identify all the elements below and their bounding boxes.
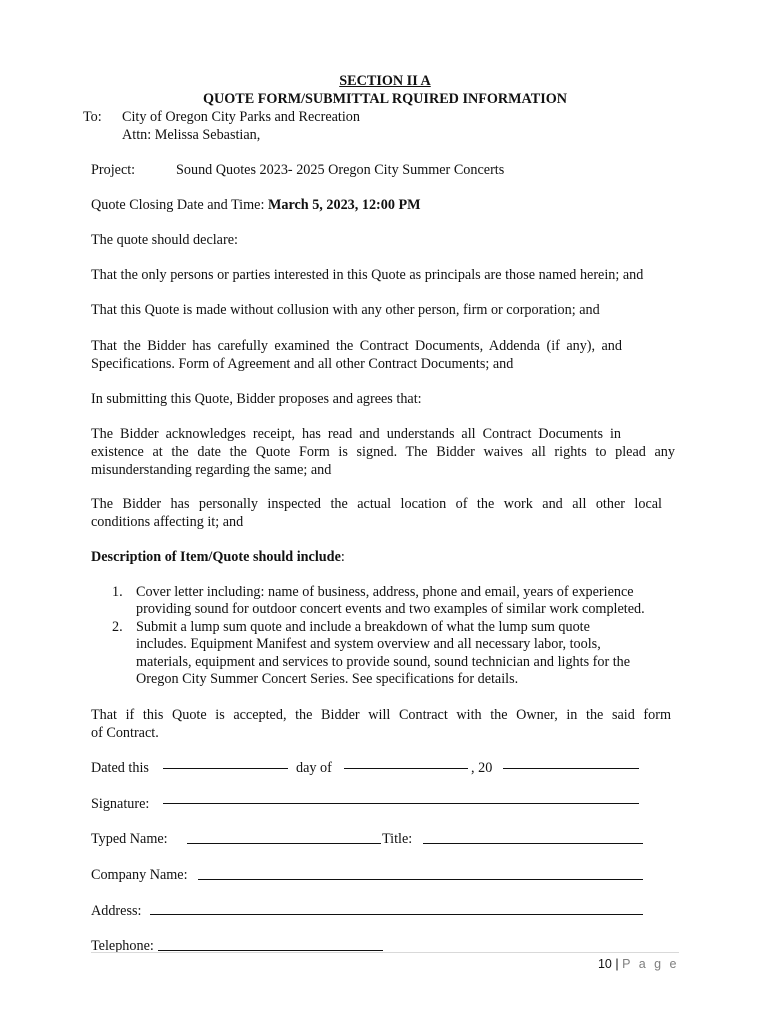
page-footer — [598, 955, 679, 973]
contract-line-1-wrap — [91, 706, 671, 724]
inspected-line-2: conditions affecting it; and — [91, 514, 244, 530]
page-word: P a g e — [622, 957, 679, 971]
acknowledges-line-1-wrap — [91, 425, 621, 443]
project-value: Sound Quotes 2023- 2025 Oregon City Summer Concerts — [176, 162, 505, 178]
addressee-attention: Attn: Melissa Sebastian, — [122, 127, 261, 143]
list-item-line: Submit a lump sum quote and include a breakdown of what the lump sum quote — [136, 619, 590, 635]
list-item-line: Oregon City Summer Concert Series. See specifications for details. — [136, 671, 519, 687]
inspected-line-1-wrap — [91, 495, 662, 513]
year-label: , 20 — [471, 760, 493, 776]
address-blank[interactable] — [150, 914, 643, 915]
title-blank[interactable] — [423, 843, 643, 844]
list-item-line: includes. Equipment Manifest and system overview and all necessary labor, tools, — [136, 636, 601, 652]
year-blank[interactable] — [503, 768, 639, 769]
acknowledges-line-2: existence at the date the Quote Form is signed. The Bidder waives all rights to plead any — [91, 444, 675, 460]
day-blank[interactable] — [163, 768, 288, 769]
examined-line-1: That the Bidder has carefully examined the Contract Documents, Addenda (if any), and — [91, 338, 622, 354]
contract-line-2: of Contract. — [91, 725, 159, 741]
closing-date-value: March 5, 2023, 12:00 PM — [267, 197, 421, 213]
description-heading-row — [91, 548, 345, 566]
list-item-line: providing sound for outdoor concert events and two examples of similar work completed. — [136, 601, 645, 617]
typed-name-blank[interactable] — [187, 843, 381, 844]
signature-blank[interactable] — [163, 803, 639, 804]
typed-name-label: Typed Name: — [91, 831, 168, 847]
collusion-clause: That this Quote is made without collusion with any other person, firm or corporation; and — [91, 302, 600, 318]
description-colon: : — [340, 549, 345, 565]
examined-clause — [91, 337, 622, 355]
list-number: 1. — [112, 584, 123, 600]
day-of-label: day of — [296, 760, 332, 776]
telephone-label: Telephone: — [91, 938, 154, 954]
submitting-text: In submitting this Quote, Bidder proposes and agrees that: — [91, 391, 422, 407]
to-label: To: — [83, 109, 102, 125]
signature-label: Signature: — [91, 796, 150, 812]
project-label: Project: — [91, 162, 136, 178]
telephone-blank[interactable] — [158, 950, 383, 951]
company-name-blank[interactable] — [198, 879, 643, 880]
section-heading: SECTION II A — [339, 73, 431, 89]
footer-divider — [91, 952, 679, 953]
address-label: Address: — [91, 903, 142, 919]
title-label: Title: — [382, 831, 413, 847]
inspected-line-1: The Bidder has personally inspected the actual location of the work and all other local — [91, 496, 662, 512]
form-title: QUOTE FORM/SUBMITTAL RQUIRED INFORMATION — [202, 91, 568, 107]
acknowledges-line-1: The Bidder acknowledges receipt, has read and understands all Contract Documents in — [91, 426, 621, 442]
examined-line-2: Specifications. Form of Agreement and all other Contract Documents; and — [91, 356, 514, 372]
company-name-label: Company Name: — [91, 867, 188, 883]
declare-text: The quote should declare: — [91, 232, 238, 248]
list-item-line: Cover letter including: name of business, address, phone and email, years of experience — [136, 584, 634, 600]
acknowledges-line-3: misunderstanding regarding the same; and — [91, 462, 332, 478]
closing-date-row — [91, 196, 421, 214]
addressee-organization: City of Oregon City Parks and Recreation — [122, 109, 360, 125]
page-number: 10 — [597, 957, 612, 971]
page-separator: | — [615, 957, 619, 971]
month-blank[interactable] — [344, 768, 468, 769]
list-item-line: materials, equipment and services to provide sound, sound technician and lights for the — [136, 654, 631, 670]
contract-line-1: That if this Quote is accepted, the Bidder will Contract with the Owner, in the said form — [91, 707, 671, 723]
description-heading: Description of Item/Quote should include — [91, 549, 341, 565]
closing-date-label: Quote Closing Date and Time: — [91, 197, 265, 213]
persons-clause: That the only persons or parties interested in this Quote as principals are those named herein; and — [91, 267, 644, 283]
acknowledges-line-2-wrap — [91, 443, 675, 461]
list-number: 2. — [112, 619, 123, 635]
dated-label: Dated this — [91, 760, 149, 776]
